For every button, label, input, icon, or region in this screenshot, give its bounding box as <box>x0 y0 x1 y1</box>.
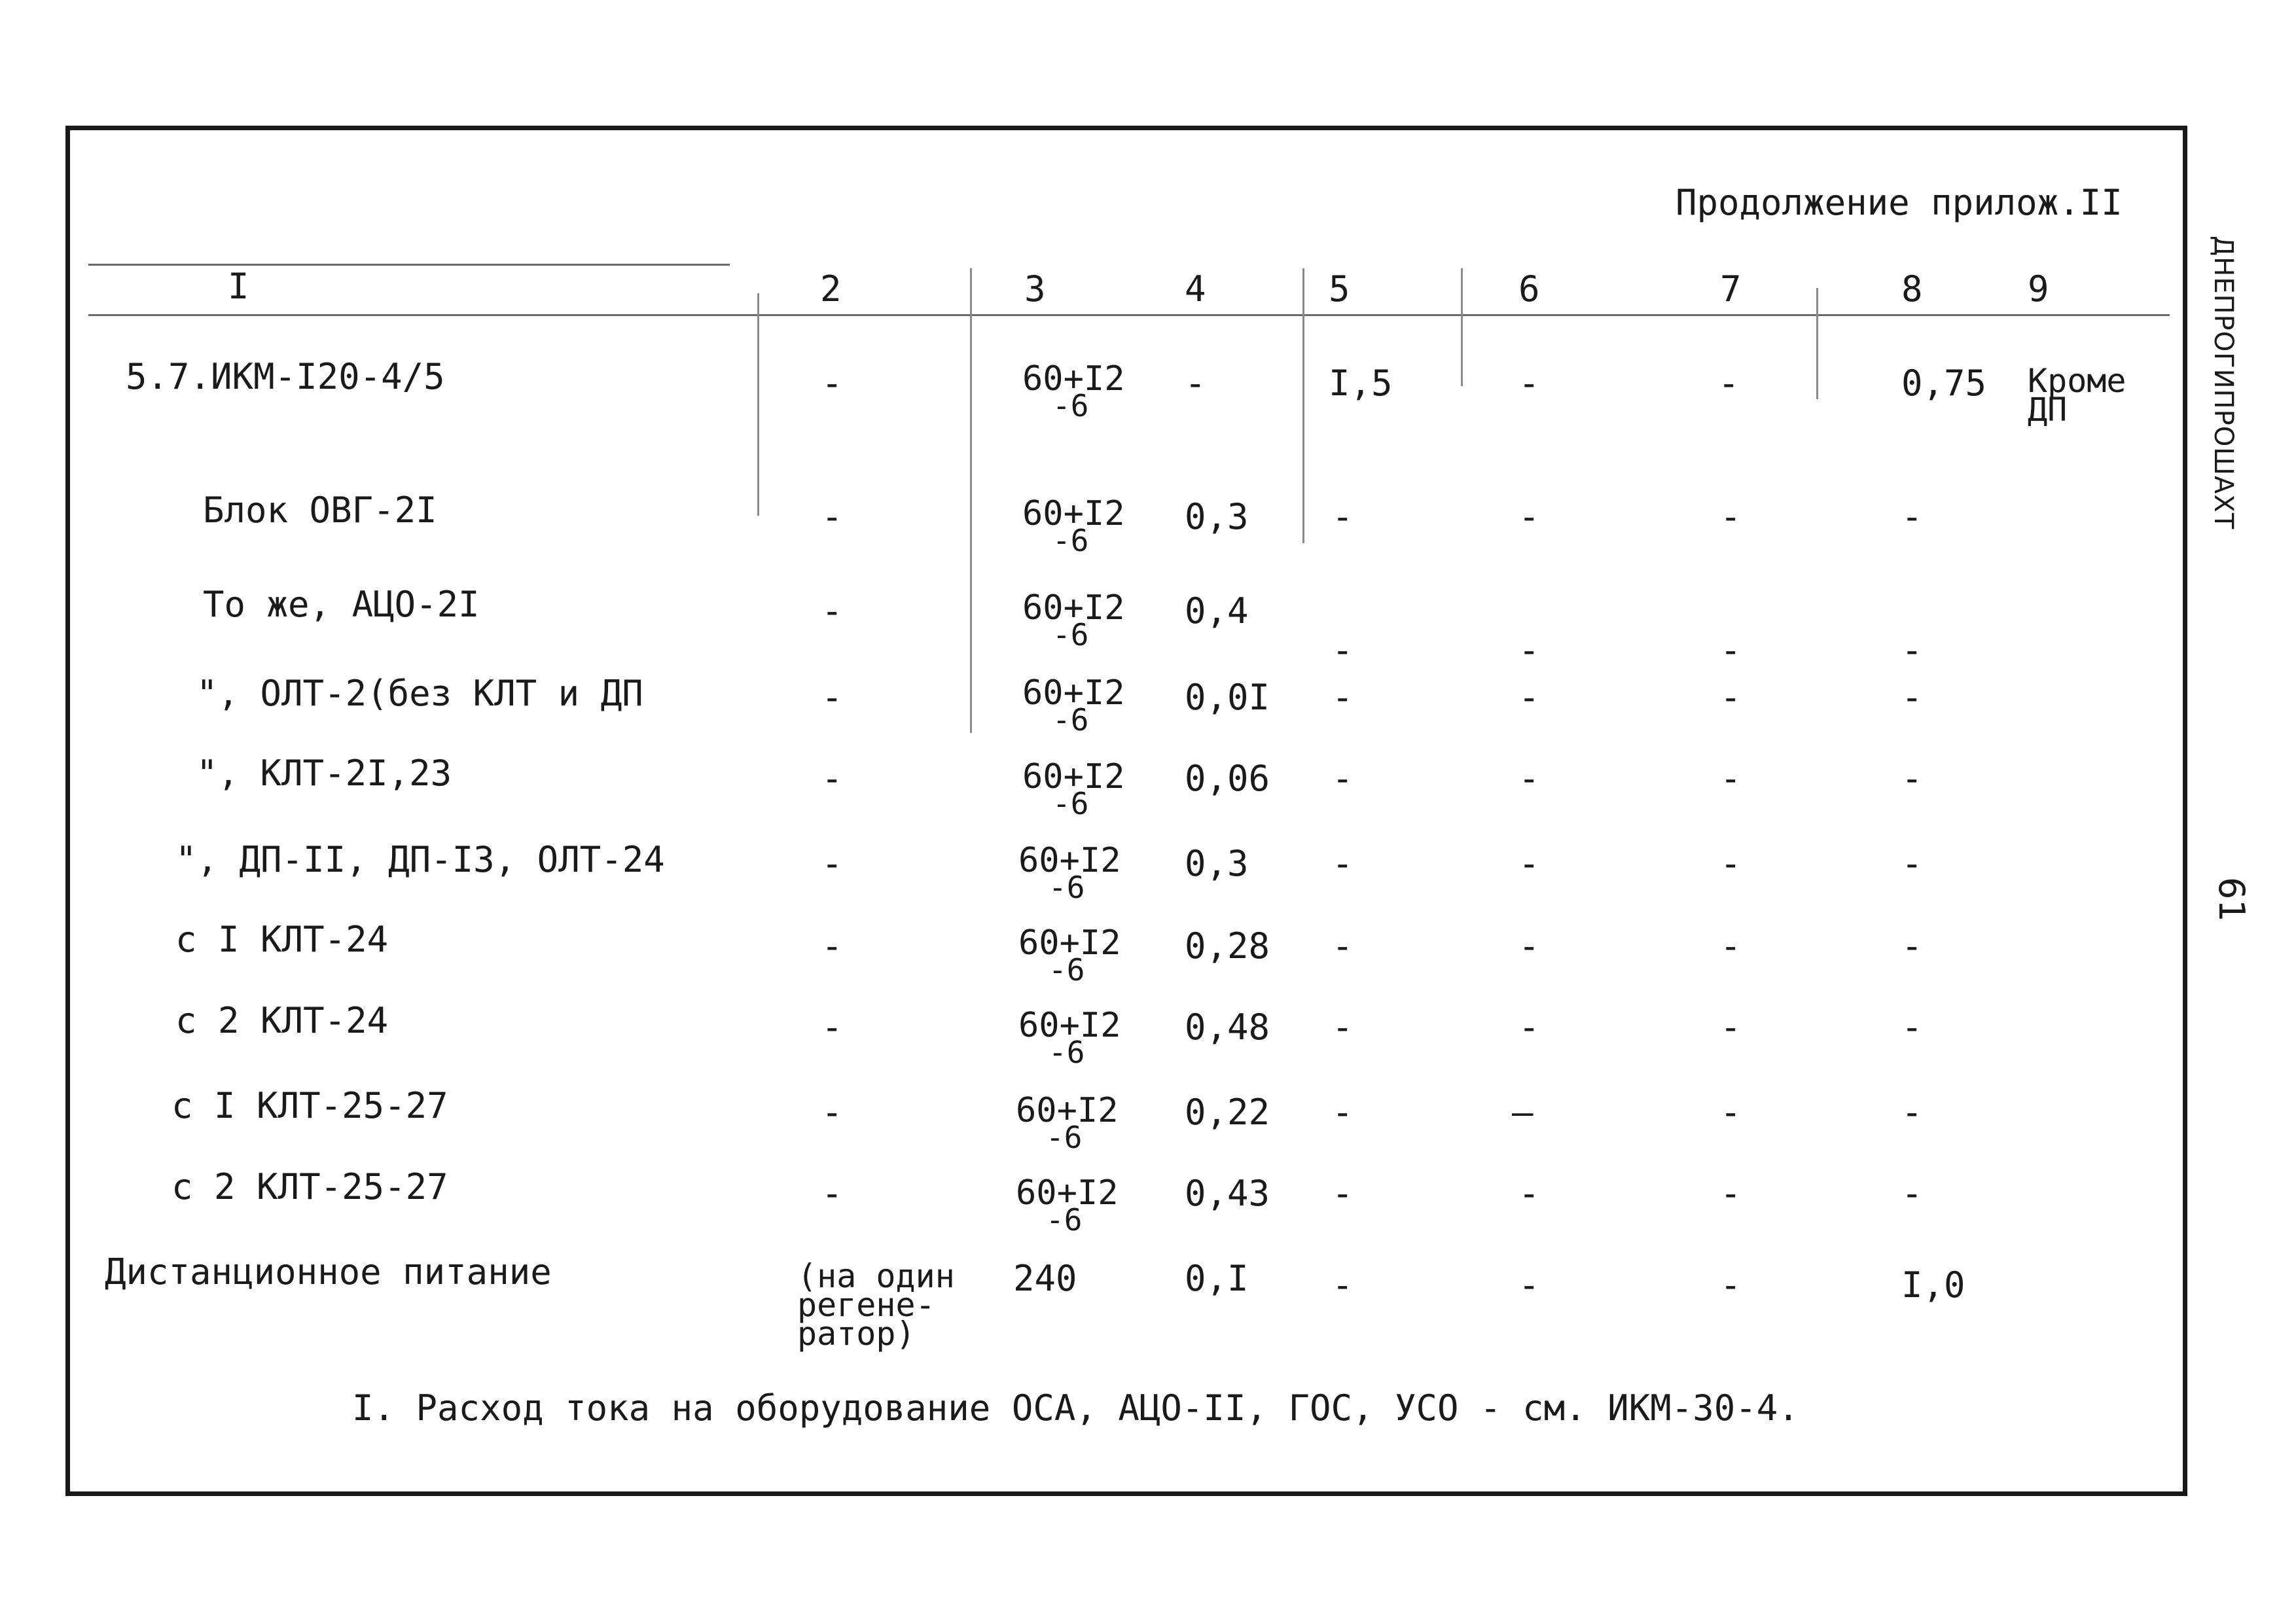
row-name: 5.7.ИКМ-I20-4/5 <box>126 356 445 397</box>
column-header-2: 2 <box>820 268 842 310</box>
header-rule-top <box>88 264 730 266</box>
cell-col5: I,5 <box>1329 363 1393 404</box>
cell-col6: - <box>1518 677 1540 718</box>
row-name: с 2 КЛТ-25-27 <box>171 1166 448 1207</box>
col3-top: 60+I2 <box>1018 923 1121 963</box>
column-header-8: 8 <box>1901 268 1923 310</box>
cell-col6: - <box>1518 758 1540 799</box>
cell-col5: - <box>1332 1264 1354 1306</box>
col9-line: ДП <box>2028 391 2068 429</box>
cell-col3 <box>1018 923 1121 988</box>
col3-bottom: -6 <box>1046 1120 1083 1155</box>
col3-bottom: -6 <box>1052 786 1089 821</box>
col3-bottom: -6 <box>1046 1202 1083 1238</box>
cell-col5: - <box>1332 630 1354 671</box>
cell-col6: - <box>1518 496 1540 537</box>
col2-line: ратор) <box>797 1315 916 1353</box>
column-header-4: 4 <box>1185 268 1206 310</box>
cell-col6: - <box>1518 363 1540 404</box>
cell-col5: - <box>1332 496 1354 537</box>
column-divider-2 <box>757 293 759 516</box>
cell-col2 <box>797 1257 955 1353</box>
cell-col8: - <box>1901 677 1923 718</box>
col3-bottom: -6 <box>1049 952 1085 988</box>
cell-col7: - <box>1720 1092 1742 1133</box>
cell-col7: - <box>1720 630 1742 671</box>
cell-col7: - <box>1718 363 1740 404</box>
cell-col6: - <box>1518 925 1540 967</box>
row-name: То же, АЦО-2I <box>203 584 480 625</box>
page-number: 61 <box>2211 877 2252 922</box>
column-header-9: 9 <box>2028 268 2049 310</box>
cell-col4: 0,22 <box>1185 1092 1270 1133</box>
cell-col2: - <box>821 1007 843 1048</box>
cell-col4: 0,3 <box>1185 496 1249 537</box>
col9-line: Кроме <box>2028 362 2126 400</box>
cell-col7: - <box>1720 1173 1742 1214</box>
cell-col7: - <box>1720 1007 1742 1048</box>
col3-top: 60+I2 <box>1022 359 1125 399</box>
cell-col3 <box>1016 1173 1119 1238</box>
cell-col8: - <box>1901 630 1923 671</box>
cell-col2: - <box>821 496 843 537</box>
col3-top: 60+I2 <box>1022 673 1125 713</box>
cell-col3: 240 <box>1013 1258 1077 1299</box>
col3-bottom: -6 <box>1049 870 1085 905</box>
cell-col6: - <box>1518 1264 1540 1306</box>
cell-col4: 0,28 <box>1185 925 1270 967</box>
cell-col8: - <box>1901 758 1923 799</box>
cell-col7: - <box>1720 758 1742 799</box>
cell-col3 <box>1018 1006 1121 1070</box>
cell-col2: - <box>821 925 843 967</box>
col3-top: 60+I2 <box>1018 841 1121 880</box>
col3-bottom: -6 <box>1052 523 1089 558</box>
cell-col2: - <box>821 843 843 884</box>
cell-col3 <box>1022 673 1125 738</box>
cell-col3 <box>1016 1091 1119 1155</box>
cell-col8: - <box>1901 1007 1923 1048</box>
cell-col3 <box>1018 841 1121 905</box>
cell-col4: 0,06 <box>1185 758 1270 799</box>
cell-col5: - <box>1332 1007 1354 1048</box>
cell-col2: - <box>821 363 843 404</box>
cell-col4: - <box>1185 363 1206 404</box>
cell-col8: - <box>1901 1173 1923 1214</box>
column-divider-6 <box>1461 268 1463 386</box>
column-header-1: I <box>228 266 249 307</box>
col3-top: 60+I2 <box>1018 1006 1121 1045</box>
col3-top: 60+I2 <box>1022 757 1125 796</box>
cell-col9 <box>2028 362 2126 429</box>
cell-col4: 0,43 <box>1185 1173 1270 1214</box>
cell-col8: - <box>1901 925 1923 967</box>
cell-col4: 0,48 <box>1185 1007 1270 1048</box>
cell-col8: 0,75 <box>1901 363 1987 404</box>
cell-col7: - <box>1720 496 1742 537</box>
cell-col4: 0,3 <box>1185 843 1249 884</box>
cell-col6: - <box>1518 630 1540 671</box>
cell-col6: - <box>1518 843 1540 884</box>
col3-top: 60+I2 <box>1016 1091 1119 1130</box>
cell-col7: - <box>1720 677 1742 718</box>
cell-col5: - <box>1332 1173 1354 1214</box>
col3-top: 60+I2 <box>1022 494 1125 533</box>
cell-col8: - <box>1901 1092 1923 1133</box>
col3-top: 60+I2 <box>1022 588 1125 628</box>
row-name: ", ОЛТ-2(без КЛТ и ДП <box>196 673 643 714</box>
col2-line: регене- <box>797 1286 935 1324</box>
cell-col2: - <box>821 758 843 799</box>
cell-col5: - <box>1332 677 1354 718</box>
cell-col2: - <box>821 1092 843 1133</box>
cell-col4: 0,I <box>1185 1258 1249 1299</box>
col3-bottom: -6 <box>1052 617 1089 652</box>
footnote: I. Расход тока на оборудование ОСА, АЦО-II, ГОС, УСО - см. ИКМ-30-4. <box>352 1387 1799 1429</box>
cell-col3 <box>1022 494 1125 558</box>
cell-col5: - <box>1332 843 1354 884</box>
column-header-3: 3 <box>1024 268 1046 310</box>
column-divider-3 <box>970 268 972 733</box>
cell-col7: - <box>1720 843 1742 884</box>
col3-top: 60+I2 <box>1016 1173 1119 1213</box>
column-header-5: 5 <box>1329 268 1350 310</box>
row-name: Блок ОВГ-2I <box>203 490 437 531</box>
row-name: Дистанционное питание <box>105 1251 552 1293</box>
cell-col4: 0,0I <box>1185 677 1270 718</box>
cell-col3 <box>1022 588 1125 652</box>
cell-col5: - <box>1332 925 1354 967</box>
cell-col2: - <box>821 1173 843 1214</box>
header-rule-bottom <box>88 314 2170 316</box>
row-name: с 2 КЛТ-24 <box>175 1000 389 1041</box>
cell-col8: - <box>1901 496 1923 537</box>
col3-bottom: -6 <box>1052 702 1089 738</box>
cell-col8: - <box>1901 843 1923 884</box>
cell-col8: I,0 <box>1901 1264 1965 1306</box>
side-organization-label: ДНЕПРОГИПРОШАХТ <box>2208 236 2238 530</box>
row-name: ", КЛТ-2I,23 <box>196 753 452 794</box>
column-header-6: 6 <box>1518 268 1540 310</box>
cell-col3 <box>1022 757 1125 821</box>
cell-col2: - <box>821 590 843 632</box>
cell-col5: - <box>1332 758 1354 799</box>
column-header-7: 7 <box>1720 268 1742 310</box>
cell-col7: - <box>1720 1264 1742 1306</box>
col3-bottom: -6 <box>1052 388 1089 423</box>
row-name: с I КЛТ-25-27 <box>171 1085 448 1126</box>
column-divider-5 <box>1302 268 1304 543</box>
col3-bottom: -6 <box>1049 1035 1085 1070</box>
row-name: с I КЛТ-24 <box>175 919 389 960</box>
cell-col6: — <box>1512 1092 1534 1133</box>
row-name: ", ДП-II, ДП-I3, ОЛТ-24 <box>175 839 665 880</box>
col2-line: (на один <box>797 1257 955 1295</box>
cell-col7: - <box>1720 925 1742 967</box>
cell-col6: - <box>1518 1173 1540 1214</box>
cell-col3 <box>1022 359 1125 423</box>
column-divider-8 <box>1816 288 1818 399</box>
cell-col2: - <box>821 677 843 718</box>
cell-col5: - <box>1332 1092 1354 1133</box>
cell-col4: 0,4 <box>1185 590 1249 632</box>
cell-col6: - <box>1518 1007 1540 1048</box>
continuation-note: Продолжение прилож.II <box>1676 182 2123 223</box>
